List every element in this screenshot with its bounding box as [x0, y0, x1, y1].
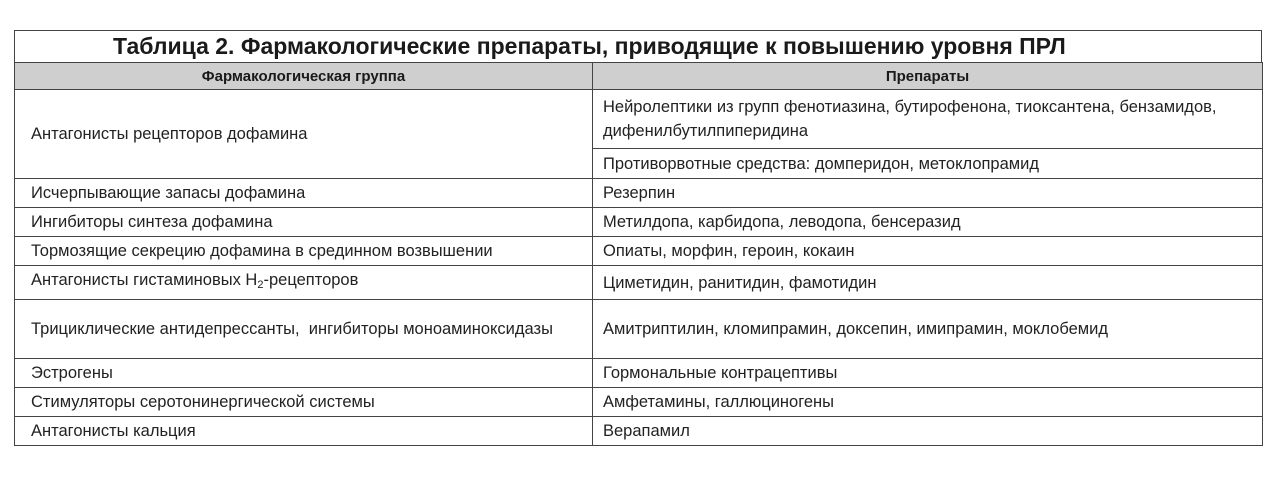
group-cell: Эстрогены [15, 359, 593, 388]
table-row [15, 90, 1263, 149]
drugs-cell: Верапамил [593, 417, 1263, 446]
group-cell: Ингибиторы синтеза дофамина [15, 208, 593, 237]
table-row [15, 359, 1263, 388]
group-text-before: Антагонисты гистаминовых Н [31, 271, 258, 289]
group-cell: Антагонисты рецепторов дофамина [15, 90, 593, 179]
group-subscript: 2 [257, 279, 264, 291]
table-row [15, 388, 1263, 417]
group-cell [15, 266, 593, 300]
drugs-cell: Нейролептики из групп фенотиазина, бутирофенона, тиоксантена, бензамидов, дифенилбутилпиперидина [593, 90, 1263, 149]
drugs-cell: Амфетамины, галлюциногены [593, 388, 1263, 417]
header-drugs: Препараты [593, 63, 1263, 90]
group-text-after: -рецепторов [263, 271, 359, 289]
group-cell: Тормозящие секрецию дофамина в срединном возвышении [15, 237, 593, 266]
group-cell: Антагонисты кальция [15, 417, 593, 446]
table-header-row [15, 63, 1263, 90]
table-row [15, 300, 1263, 359]
table-row [15, 208, 1263, 237]
drugs-cell: Противорвотные средства: домперидон, метоклопрамид [593, 149, 1263, 179]
group-cell: Стимуляторы серотонинергической системы [15, 388, 593, 417]
table-row [15, 266, 1263, 300]
table-grid [14, 62, 1263, 446]
group-cell: Исчерпывающие запасы дофамина [15, 179, 593, 208]
table-title: Таблица 2. Фармакологические препараты, приводящие к повышению уровня ПРЛ [14, 30, 1262, 62]
table-row [15, 179, 1263, 208]
drug-table [14, 30, 1262, 446]
drugs-cell: Опиаты, морфин, героин, кокаин [593, 237, 1263, 266]
drugs-cell: Метилдопа, карбидопа, леводопа, бенсеразид [593, 208, 1263, 237]
drugs-cell: Гормональные контрацептивы [593, 359, 1263, 388]
drugs-cell: Амитриптилин, кломипрамин, доксепин, имипрамин, моклобемид [593, 300, 1263, 359]
group-cell: Трициклические антидепрессанты, ингибиторы моноаминоксидазы [15, 300, 593, 359]
header-group: Фармакологическая группа [15, 63, 593, 90]
drugs-cell: Циметидин, ранитидин, фамотидин [593, 266, 1263, 300]
drugs-cell: Резерпин [593, 179, 1263, 208]
table-row [15, 417, 1263, 446]
table-row [15, 237, 1263, 266]
